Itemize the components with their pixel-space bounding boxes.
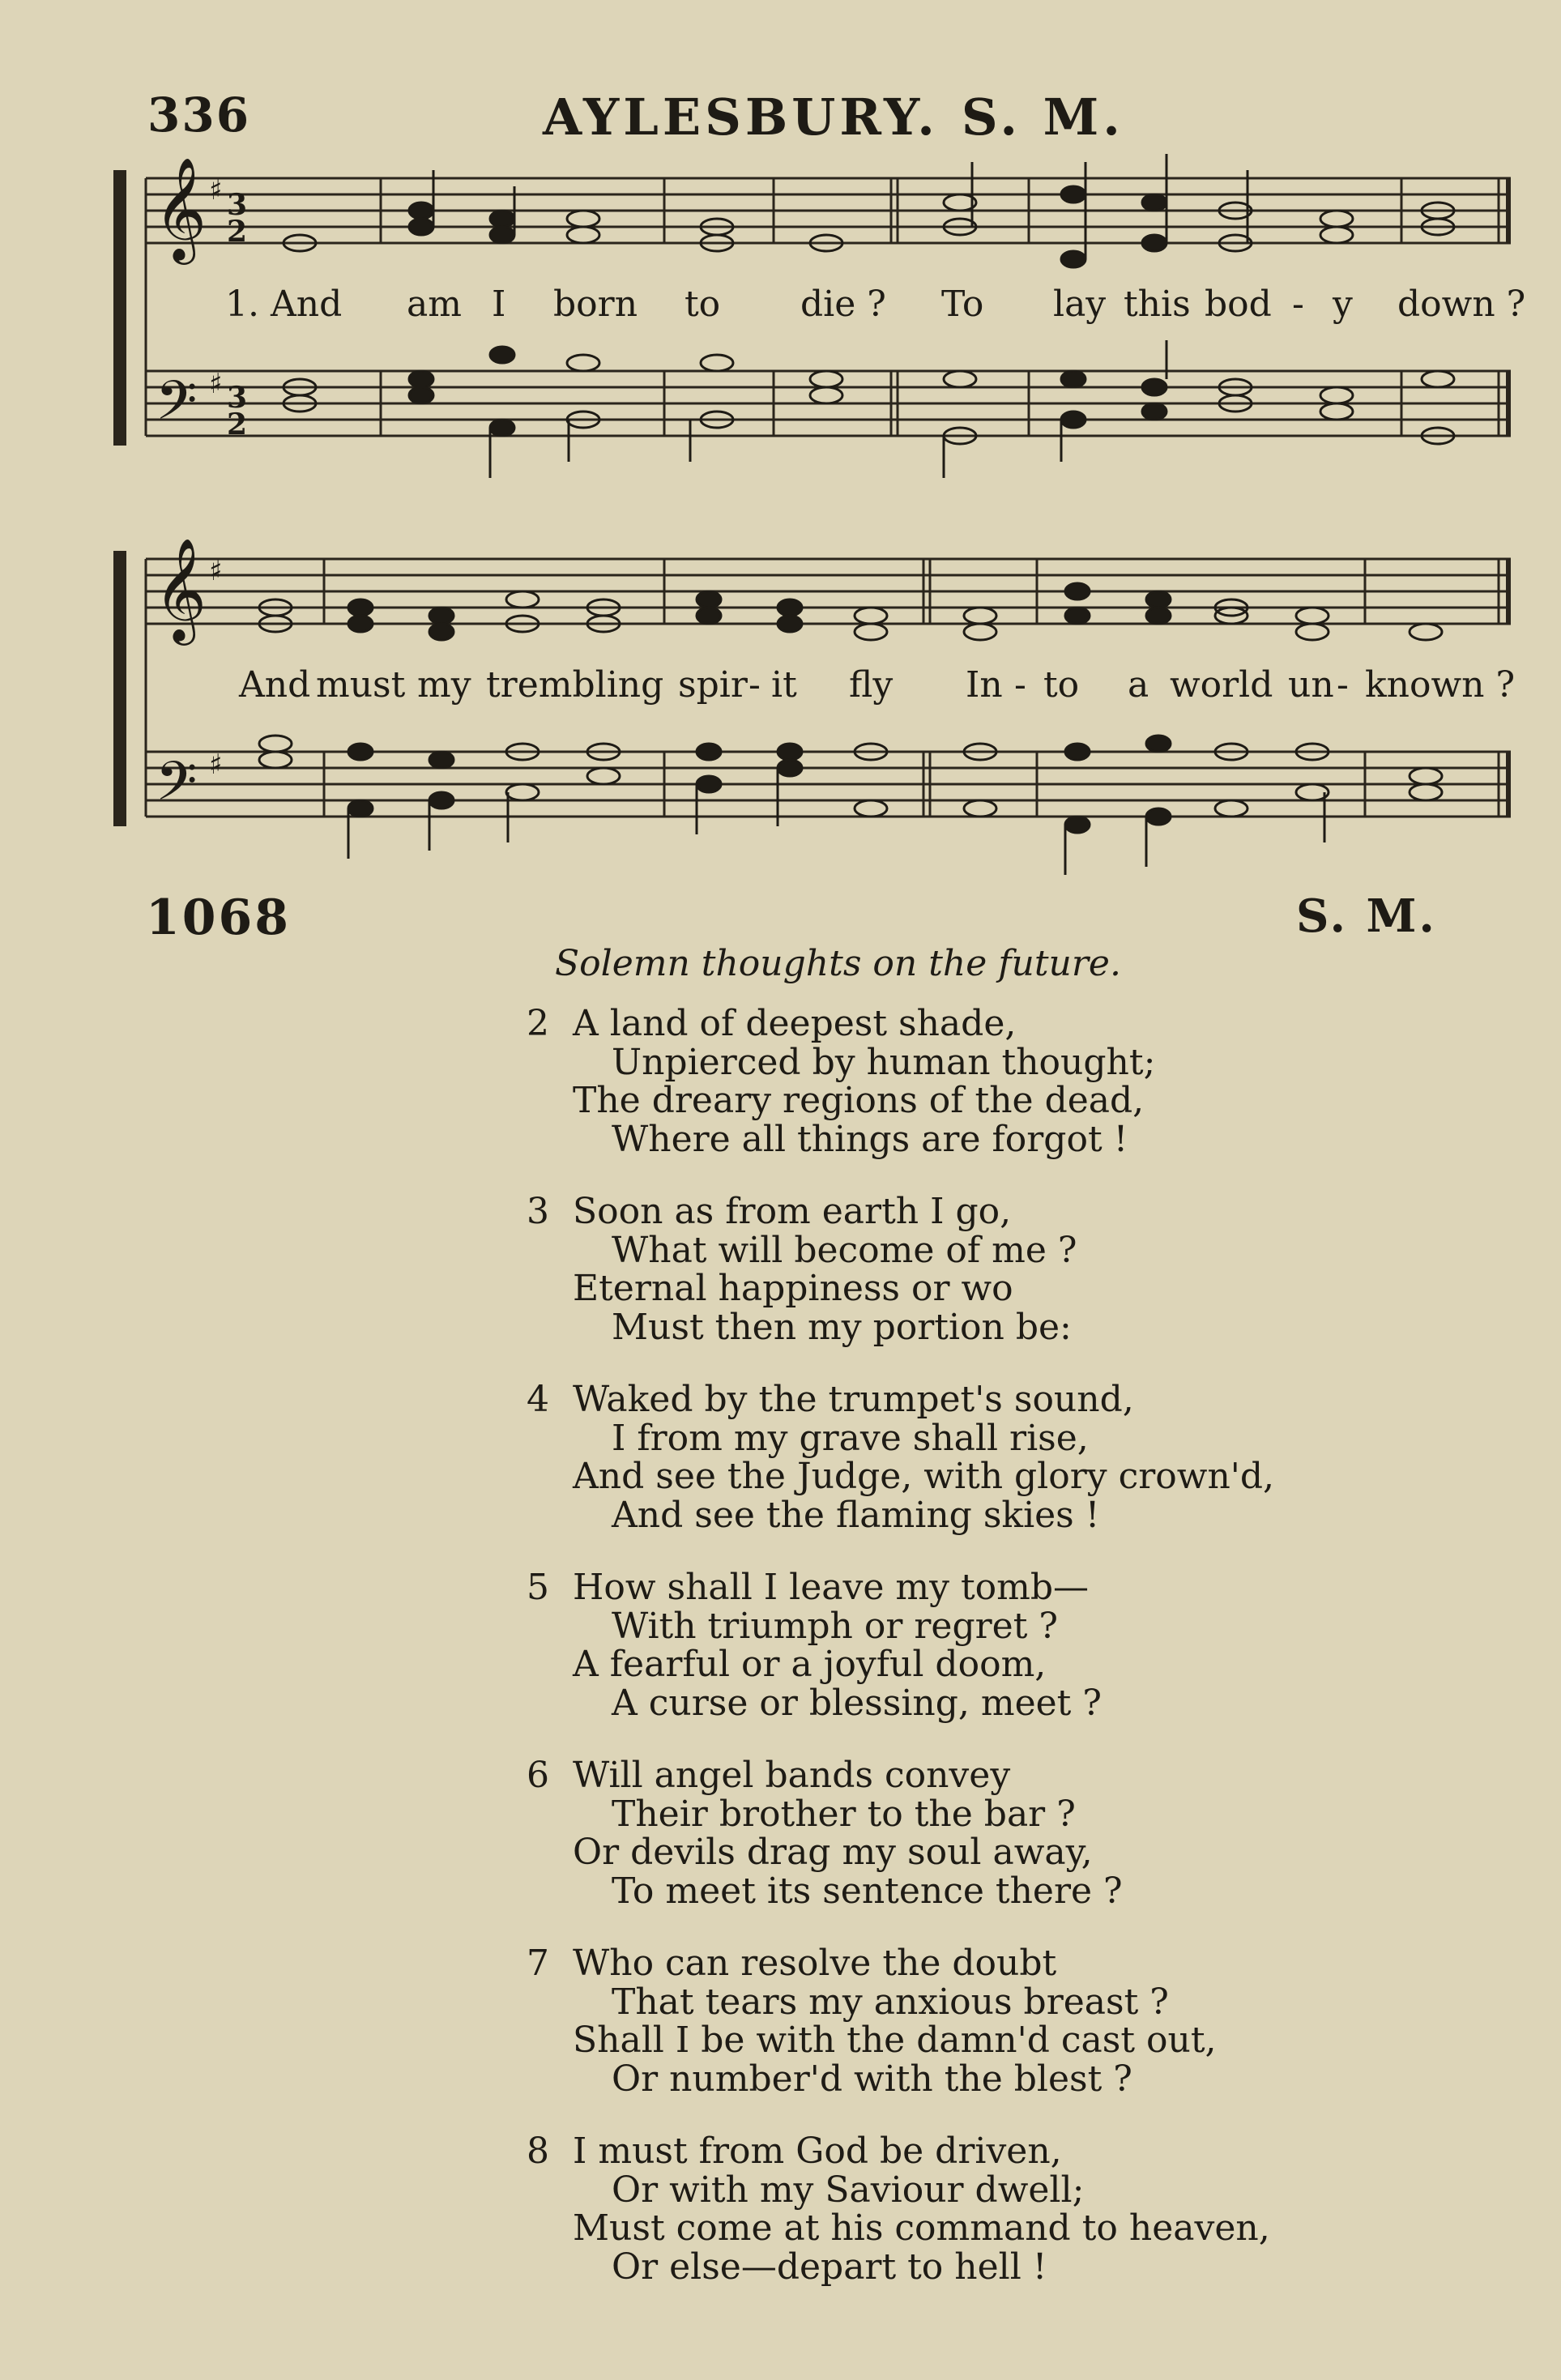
verse-line: Must come at his command to heaven, [573, 2207, 1270, 2249]
verse-line: With triumph or regret ? [612, 1605, 1058, 1647]
stanza [527, 1004, 1418, 1158]
verse-line [527, 1380, 1418, 1419]
music-system-1 [113, 154, 1526, 494]
lyric-syllable: known ? [1365, 664, 1516, 706]
lyric-syllable: - [1014, 664, 1026, 706]
hymn-subtitle: Solemn thoughts on the future. [555, 943, 1121, 984]
lyric-syllable: In [966, 664, 1003, 706]
page-number: 336 [147, 87, 251, 143]
svg-text:𝄢: 𝄢 [156, 369, 198, 445]
verse-line: The dreary regions of the dead, [573, 1080, 1145, 1121]
svg-text:𝄞: 𝄞 [154, 537, 207, 641]
verse-line: What will become of me ? [612, 1229, 1077, 1271]
svg-text:♯: ♯ [209, 555, 223, 587]
svg-text:2: 2 [227, 407, 248, 441]
lyric-syllable: - [1337, 664, 1349, 706]
verse-line [527, 2132, 1418, 2171]
lyric-syllable: un [1288, 664, 1334, 706]
verse-line: To meet its sentence there ? [612, 1870, 1123, 1912]
verse-line: Eternal happiness or wo [573, 1268, 1013, 1309]
lyric-syllable: To [941, 284, 984, 325]
verse-line: I from my grave shall rise, [612, 1417, 1089, 1459]
verse-line: Where all things are forgot ! [612, 1118, 1128, 1160]
verses [527, 1004, 1418, 2320]
verse-line: And see the flaming skies ! [612, 1494, 1100, 1536]
stanza [527, 1944, 1418, 2098]
lyric-syllable: it [771, 664, 797, 706]
verse-text: Will angel bands convey [573, 1755, 1011, 1796]
svg-text:𝄞: 𝄞 [154, 156, 207, 260]
lyric-syllable: am [407, 284, 462, 325]
verse-number: 3 [527, 1191, 549, 1232]
lyric-syllable: born [553, 284, 638, 325]
lyric-syllable: world [1170, 664, 1273, 706]
lyric-syllable: y [1333, 284, 1353, 325]
verse-number: 6 [527, 1755, 549, 1796]
verse-number: 8 [527, 2130, 549, 2172]
verse-text: A land of deepest shade, [573, 1003, 1017, 1044]
lyric-syllable: - [1292, 284, 1304, 325]
lyric-syllable: - [749, 664, 761, 706]
verse-line: Or else—depart to hell ! [612, 2246, 1047, 2288]
lyric-syllable: die ? [800, 284, 886, 325]
verse-line: Shall I be with the damn'd cast out, [573, 2020, 1217, 2061]
lyric-syllable: must [316, 664, 406, 706]
verse-line: Or number'd with the blest ? [612, 2058, 1132, 2100]
stanza [527, 1756, 1418, 1910]
lyric-syllable: a [1128, 664, 1149, 706]
hymn-number: 1068 [146, 889, 291, 946]
lyric-syllable: trembling [486, 664, 664, 706]
lyric-syllable: 1. And [225, 284, 343, 325]
verse-line: A curse or blessing, meet ? [612, 1682, 1102, 1724]
verse-line [527, 1756, 1418, 1795]
svg-text:♯: ♯ [209, 368, 223, 400]
stanza [527, 1380, 1418, 1534]
verse-text: Soon as from earth I go, [573, 1191, 1012, 1232]
verse-number: 2 [527, 1003, 549, 1044]
lyric-syllable: to [685, 284, 721, 325]
svg-text:♯: ♯ [209, 174, 223, 207]
verse-line: That tears my anxious breast ? [612, 1981, 1169, 2023]
verse-text: Waked by the trumpet's sound, [573, 1379, 1134, 1420]
verse-line: Must then my portion be: [612, 1306, 1072, 1348]
tune-title [543, 87, 1124, 147]
hymn-meter: S. M. [1296, 889, 1437, 943]
verse-line: And see the Judge, with glory crown'd, [573, 1456, 1275, 1497]
stanza [527, 1568, 1418, 1722]
svg-text:2: 2 [227, 215, 248, 249]
stanza [527, 1192, 1418, 1346]
svg-text:3: 3 [227, 381, 248, 415]
lyric-syllable: this [1124, 284, 1191, 325]
lyric-syllable: I [492, 284, 506, 325]
svg-text:3: 3 [227, 188, 248, 222]
lyric-syllable: fly [849, 664, 894, 706]
verse-number: 5 [527, 1567, 549, 1608]
verse-number: 4 [527, 1379, 549, 1420]
svg-text:𝄢: 𝄢 [156, 750, 198, 825]
verse-text: Who can resolve the doubt [573, 1943, 1057, 1984]
lyric-syllable: down ? [1397, 284, 1526, 325]
verse-line [527, 1568, 1418, 1607]
verse-line [527, 1004, 1418, 1043]
verse-text: I must from God be driven, [573, 2130, 1062, 2172]
verse-line: Or with my Saviour dwell; [612, 2169, 1085, 2211]
stanza [527, 2132, 1418, 2286]
verse-text: How shall I leave my tomb— [573, 1567, 1090, 1608]
lyric-syllable: spir [678, 664, 748, 706]
lyric-syllable: to [1043, 664, 1080, 706]
verse-number: 7 [527, 1943, 549, 1984]
verse-line [527, 1192, 1418, 1231]
verse-line: Or devils drag my soul away, [573, 1832, 1093, 1873]
verse-line: A fearful or a joyful doom, [573, 1644, 1047, 1685]
lyric-syllable: bod [1205, 284, 1272, 325]
verse-line: Unpierced by human thought; [612, 1041, 1156, 1083]
lyric-syllable: And [239, 664, 311, 706]
tune-meter: S. M. [961, 87, 1124, 147]
music-system-2 [113, 535, 1515, 875]
svg-text:♯: ♯ [209, 749, 223, 781]
verse-line: Their brother to the bar ? [612, 1793, 1076, 1835]
verse-line [527, 1944, 1418, 1983]
lyric-syllable: lay [1053, 284, 1107, 325]
lyric-syllable: my [417, 664, 471, 706]
tune-name: AYLESBURY. [543, 87, 939, 147]
